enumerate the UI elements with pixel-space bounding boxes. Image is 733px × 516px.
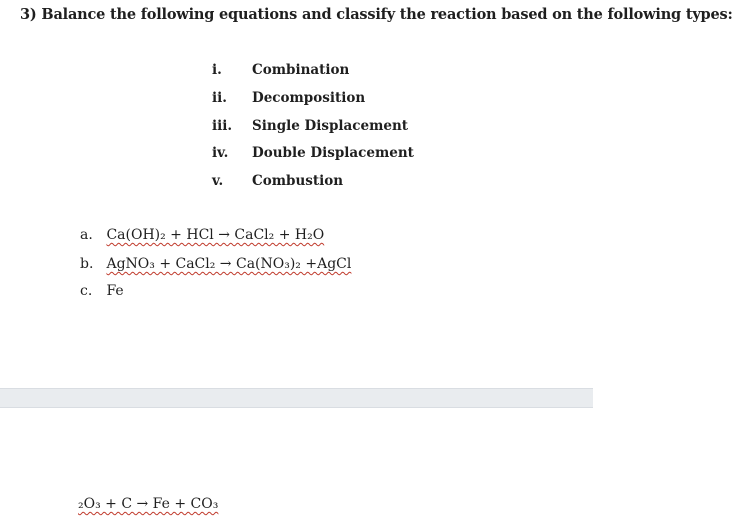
type-number: i. — [212, 62, 222, 78]
equation-label: b. — [80, 256, 94, 272]
type-number: v. — [212, 173, 224, 190]
type-number: ii. — [212, 89, 227, 106]
type-name: Decomposition — [252, 89, 366, 106]
equation-a[interactable] — [80, 227, 324, 243]
type-name: Double Displacement — [252, 145, 414, 162]
type-number: iii. — [212, 117, 233, 134]
answer-equation[interactable]: ₂O₃ + C → Fe + CO₃ — [78, 496, 219, 512]
type-name: Combustion — [252, 173, 344, 190]
equation-label: a. — [80, 227, 93, 243]
equation-b[interactable] — [80, 256, 351, 272]
equation-label: c. — [80, 283, 93, 299]
equation-text: AgNO₃ + CaCl₂ → Ca(NO₃)₂ +AgCl — [106, 256, 352, 272]
type-name: Single Displacement — [252, 117, 409, 134]
page-divider — [0, 388, 593, 408]
type-name: Combination — [252, 62, 350, 78]
equation-text: Ca(OH)₂ + HCl → CaCl₂ + H₂O — [106, 227, 325, 243]
type-number: iv. — [212, 145, 229, 162]
question-heading: 3) Balance the following equations and classify the reaction based on the following types: — [20, 6, 733, 23]
equation-c[interactable] — [80, 283, 124, 299]
equation-text: Fe — [106, 283, 124, 299]
